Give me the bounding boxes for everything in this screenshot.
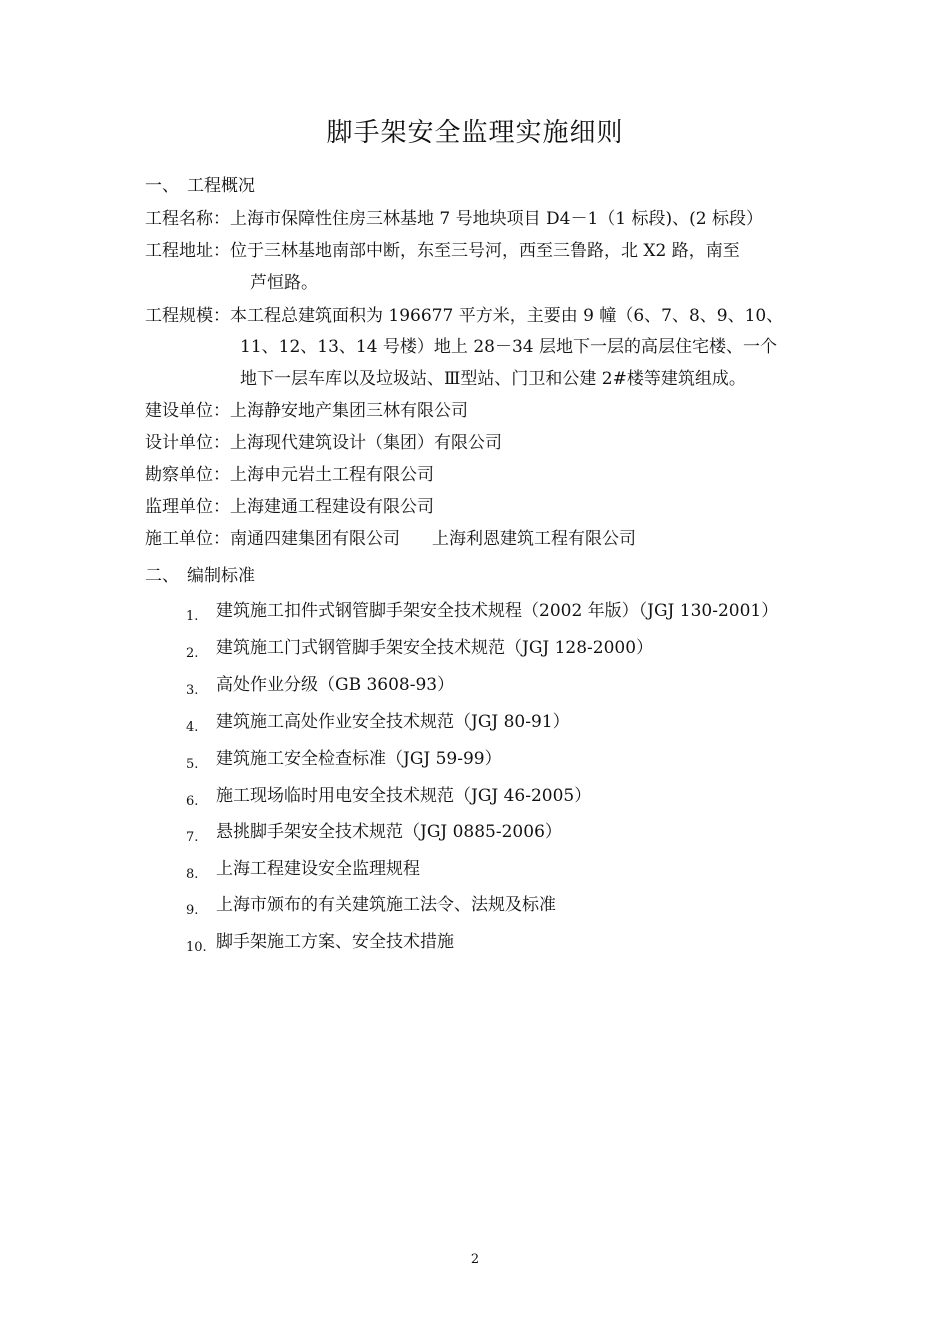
owner-value: 上海静安地产集团三林有限公司: [230, 401, 468, 421]
list-item: [186, 894, 556, 922]
page-title: 脚手架安全监理实施细则: [326, 118, 624, 148]
project-address-label: 工程地址：: [145, 241, 230, 261]
section-heading-standards: [145, 565, 255, 587]
supervision-line: [145, 496, 434, 518]
project-scale-line: [145, 305, 783, 327]
project-name-line: [145, 208, 763, 230]
project-scale-continuation-1: 11、12、13、14 号楼）地上 28－34 层地下一层的高层住宅楼、一个: [240, 337, 778, 357]
supervision-value: 上海建通工程建设有限公司: [230, 497, 434, 517]
list-item: [186, 785, 591, 813]
section-heading-overview: [145, 175, 255, 197]
supervision-label: 监理单位：: [145, 497, 230, 517]
project-scale-value: 本工程总建筑面积为 196677 平方米，主要由 9 幢（6、7、8、9、10、: [230, 306, 784, 326]
survey-line: [145, 464, 434, 486]
list-item-text: 上海市颁布的有关建筑施工法令、法规及标准: [216, 895, 556, 915]
design-label: 设计单位：: [145, 433, 230, 453]
section-heading-text: 工程概况: [187, 176, 255, 196]
section-heading-text: 编制标准: [187, 566, 255, 586]
list-item-number: 9.: [186, 903, 199, 918]
owner-line: [145, 400, 468, 422]
section-number: 一、: [145, 176, 179, 196]
list-item-text: 建筑施工高处作业安全技术规范（JGJ 80-91）: [216, 712, 570, 732]
list-item-text: 施工现场临时用电安全技术规范（JGJ 46-2005）: [216, 786, 592, 806]
list-item: [186, 711, 570, 739]
list-item-number: 10.: [186, 940, 207, 955]
list-item-number: 6.: [186, 794, 199, 809]
list-item-number: 1.: [186, 609, 199, 624]
project-scale-label: 工程规模：: [145, 306, 230, 326]
page-number: 2: [470, 1252, 480, 1267]
list-item-number: 3.: [186, 683, 199, 698]
design-line: [145, 432, 502, 454]
list-item-number: 4.: [186, 720, 199, 735]
project-address-line: [145, 240, 740, 262]
owner-label: 建设单位：: [145, 401, 230, 421]
design-value: 上海现代建筑设计（集团）有限公司: [230, 433, 502, 453]
list-item-text: 上海工程建设安全监理规程: [216, 859, 420, 879]
list-item-number: 2.: [186, 646, 199, 661]
list-item: [186, 931, 454, 959]
list-item-text: 建筑施工门式钢管脚手架安全技术规范（JGJ 128-2000）: [216, 638, 654, 658]
project-scale-continuation-2: 地下一层车库以及垃圾站、Ⅲ型站、门卫和公建 2#楼等建筑组成。: [240, 369, 746, 389]
list-item: [186, 821, 562, 849]
construction-line: [145, 528, 636, 550]
list-item: [186, 748, 502, 776]
construction-value-2: 上海利恩建筑工程有限公司: [432, 529, 636, 549]
list-item-number: 8.: [186, 867, 199, 882]
section-number: 二、: [145, 566, 179, 586]
survey-label: 勘察单位：: [145, 465, 230, 485]
project-address-continuation: 芦恒路。: [250, 273, 318, 293]
list-item-number: 7.: [186, 830, 199, 845]
list-item-text: 脚手架施工方案、安全技术措施: [216, 932, 454, 952]
survey-value: 上海申元岩土工程有限公司: [230, 465, 434, 485]
list-item-number: 5.: [186, 757, 199, 772]
list-item: [186, 600, 778, 628]
project-name-value: 上海市保障性住房三林基地 7 号地块项目 D4－1（1 标段)、(2 标段）: [230, 209, 763, 229]
list-item: [186, 858, 420, 886]
list-item-text: 高处作业分级（GB 3608-93）: [216, 675, 455, 695]
construction-label: 施工单位：: [145, 529, 230, 549]
list-item-text: 建筑施工扣件式钢管脚手架安全技术规程（2002 年版）（JGJ 130-2001）: [216, 601, 779, 621]
construction-value-1: 南通四建集团有限公司: [230, 529, 400, 549]
list-item-text: 悬挑脚手架安全技术规范（JGJ 0885-2006）: [216, 822, 562, 842]
list-item: [186, 637, 653, 665]
list-item: [186, 674, 454, 702]
list-item-text: 建筑施工安全检查标准（JGJ 59-99）: [216, 749, 502, 769]
project-name-label: 工程名称：: [145, 209, 230, 229]
project-address-value: 位于三林基地南部中断，东至三号河，西至三鲁路，北 X2 路，南至: [230, 241, 740, 261]
